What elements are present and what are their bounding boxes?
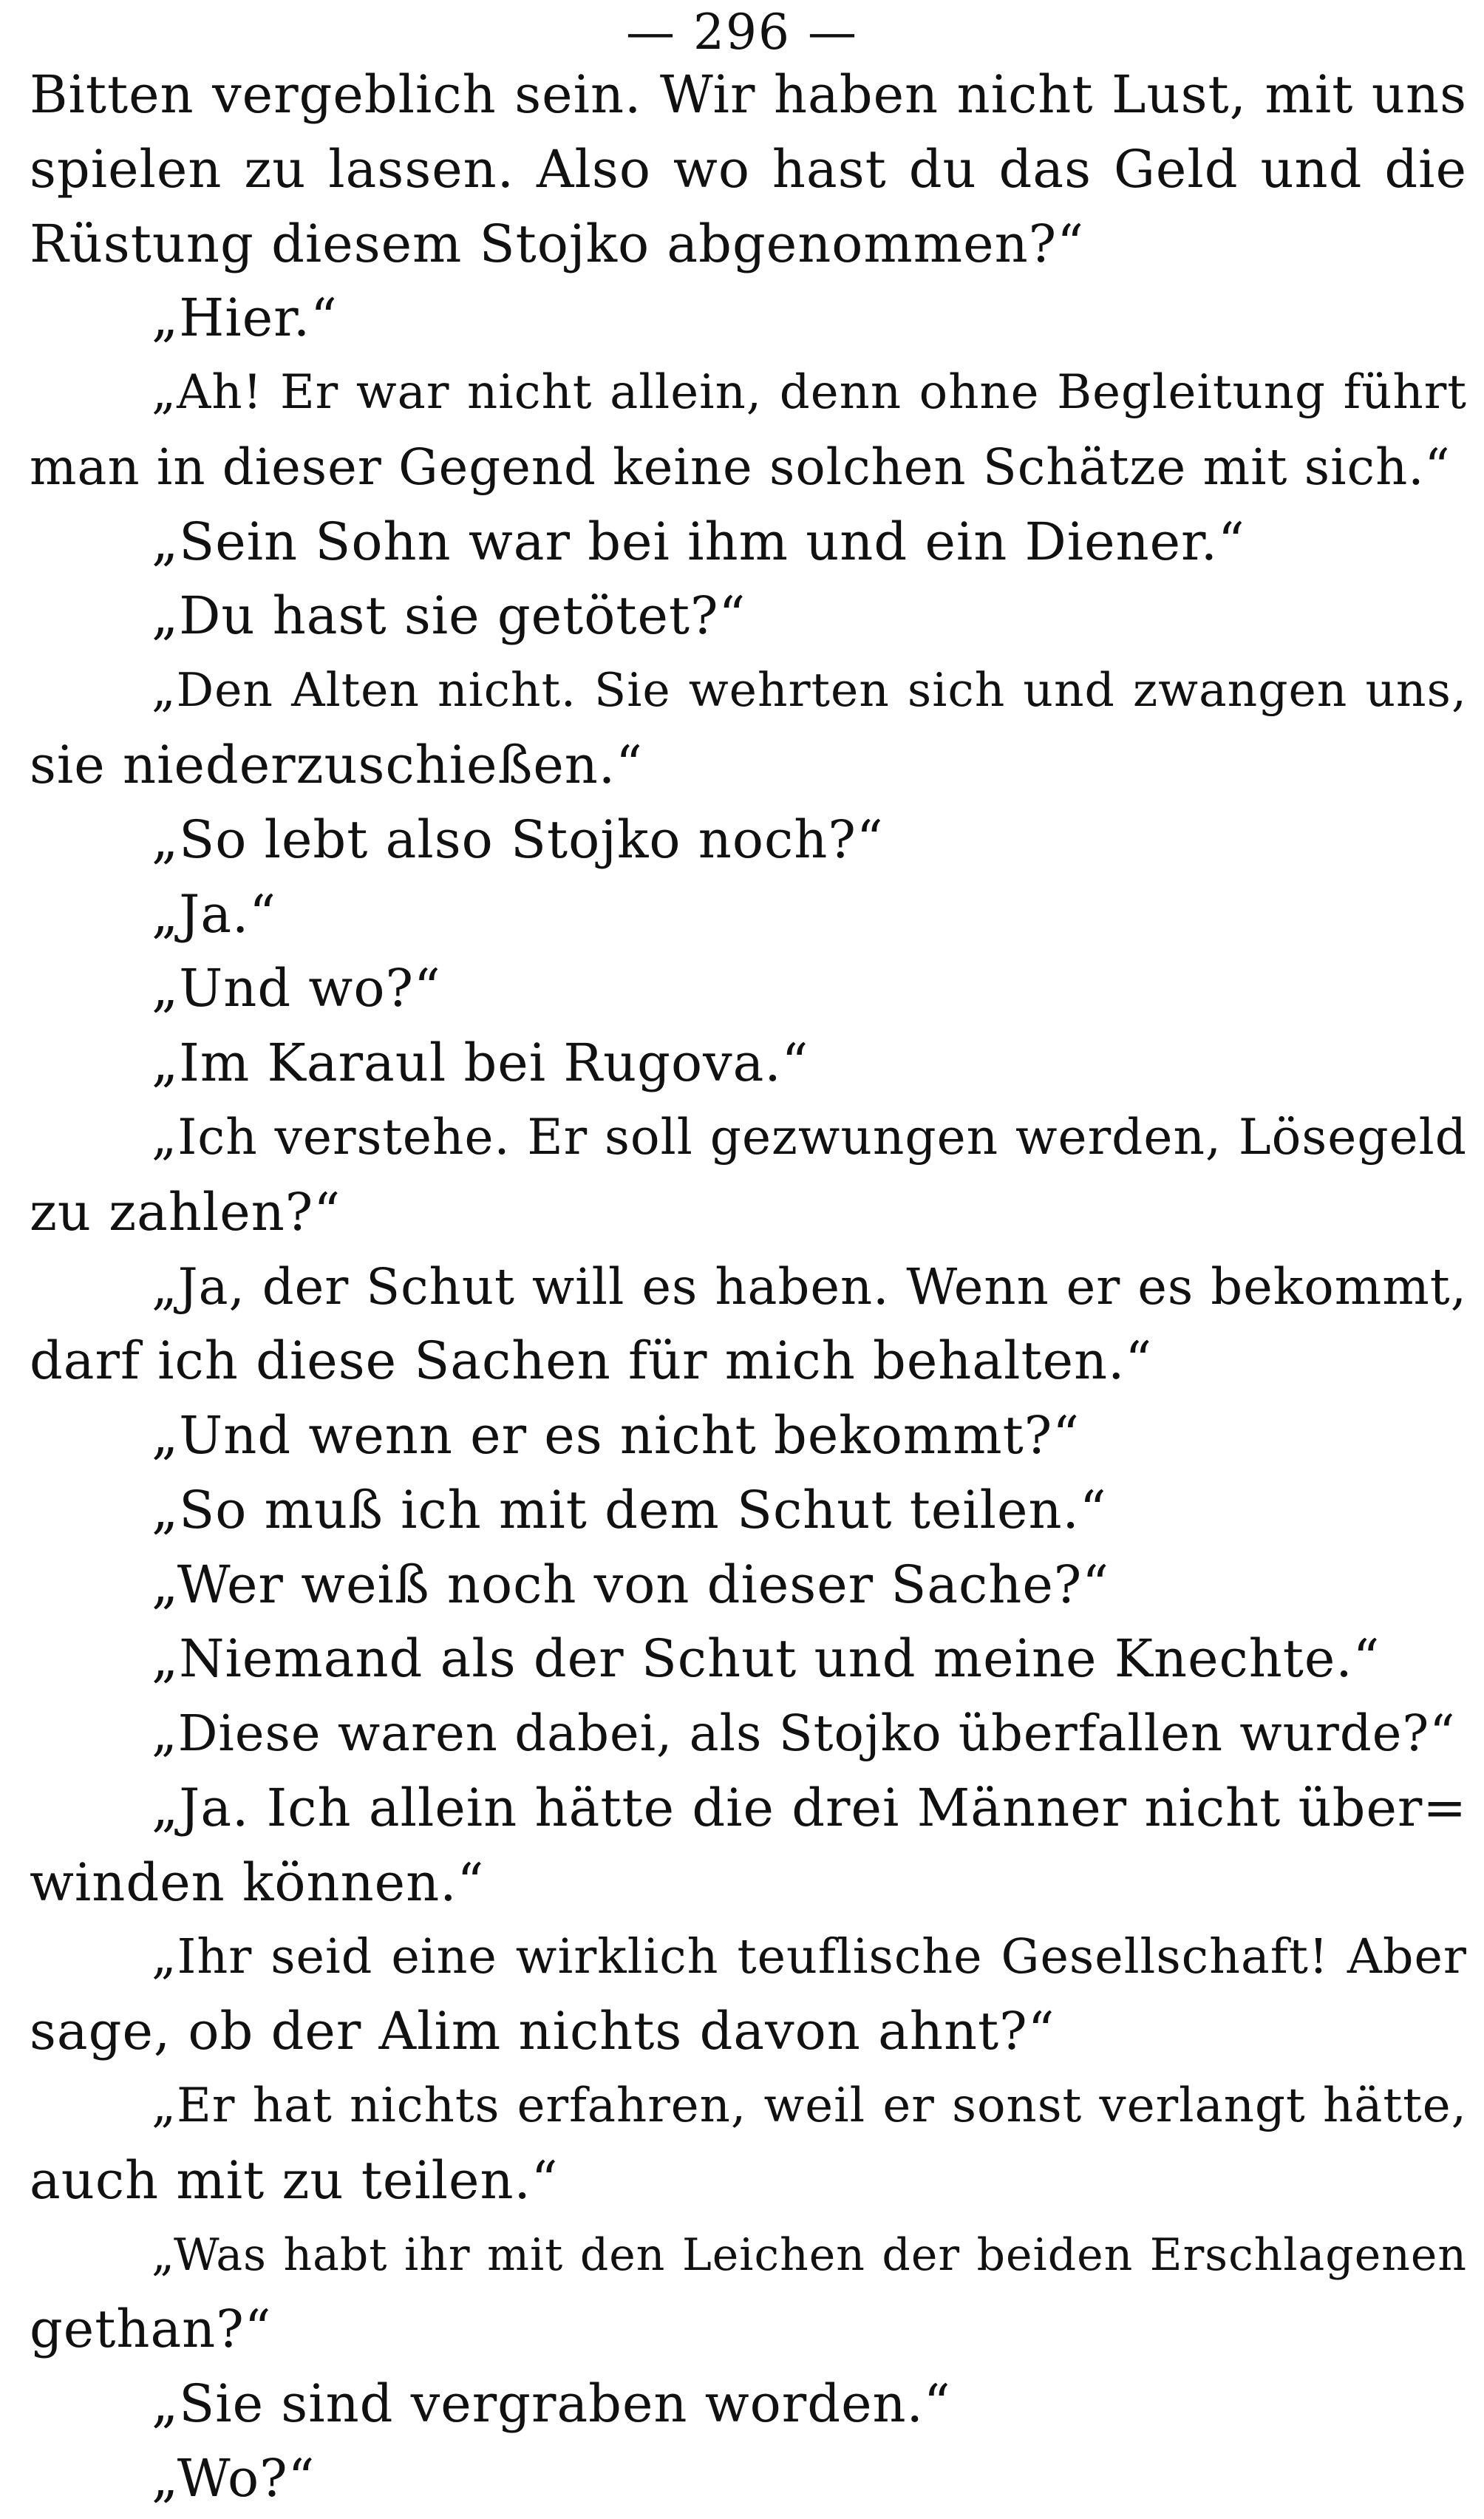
text-line: darf ich diese Sachen für mich behalten.“	[30, 1330, 1153, 1392]
text-line: „Sie sind vergraben worden.“	[152, 2373, 951, 2435]
text-line: „Hier.“	[152, 288, 338, 349]
text-line: „Und wenn er es nicht bekommt?“	[152, 1405, 1080, 1466]
text-line: „Ja. Ich allein hätte die drei Männer nicht über=	[152, 1777, 1467, 1838]
text-line: „So muß ich mit dem Schut teilen.“	[152, 1479, 1107, 1540]
text-line: „Ihr seid eine wirklich teuflische Gesellschaft! Aber	[152, 1928, 1467, 1985]
body-text	[30, 65, 1467, 2508]
page-number: — 296 —	[626, 4, 858, 61]
text-line: Bitten vergeblich sein. Wir haben nicht Lust, mit uns	[30, 64, 1467, 125]
text-line: „So lebt also Stojko noch?“	[152, 809, 884, 870]
text-line: „Du hast sie getötet?“	[152, 585, 746, 647]
text-line: „Sein Sohn war bei ihm und ein Diener.“	[152, 511, 1245, 572]
text-line: auch mit zu teilen.“	[30, 2149, 559, 2211]
text-line: „Ah! Er war nicht allein, denn ohne Begleitung führt	[152, 365, 1467, 421]
text-line: „Was habt ihr mit den Leichen der beiden Erschlagenen	[152, 2229, 1467, 2281]
text-line: Rüstung diesem Stojko abgenommen?“	[30, 213, 1084, 274]
text-line: „Ja.“	[152, 883, 277, 945]
text-line: „Niemand als der Schut und meine Knechte.“	[152, 1628, 1381, 1690]
text-line: winden können.“	[30, 1852, 485, 1913]
text-line: „Diese waren dabei, als Stojko überfallen wurde?“	[152, 1704, 1456, 1763]
text-line: zu zahlen?“	[30, 1181, 341, 1242]
text-line: „Den Alten nicht. Sie wehrten sich und zwangen uns,	[152, 663, 1467, 718]
text-line: „Ich verstehe. Er soll gezwungen werden, Lösegeld	[152, 1108, 1467, 1166]
text-line: sage, ob der Alim nichts davon ahnt?“	[30, 2001, 1055, 2062]
text-line: „Er hat nichts erfahren, weil er sonst verlangt hätte,	[152, 2078, 1467, 2134]
text-line: gethan?“	[30, 2299, 272, 2360]
text-line: sie niederzuschießen.“	[30, 735, 643, 796]
text-line: man in dieser Gegend keine solchen Schätze mit sich.“	[30, 438, 1451, 496]
text-line: „Ja, der Schut will es haben. Wenn er es bekommt,	[152, 1257, 1467, 1316]
text-line: spielen zu lassen. Also wo hast du das Geld und die	[30, 138, 1467, 200]
text-line: „Wer weiß noch von dieser Sache?“	[152, 1554, 1110, 1615]
text-line: „Im Karaul bei Rugova.“	[152, 1033, 809, 1094]
text-line: „Und wo?“	[152, 958, 441, 1019]
text-line: „Wo?“	[152, 2448, 316, 2509]
